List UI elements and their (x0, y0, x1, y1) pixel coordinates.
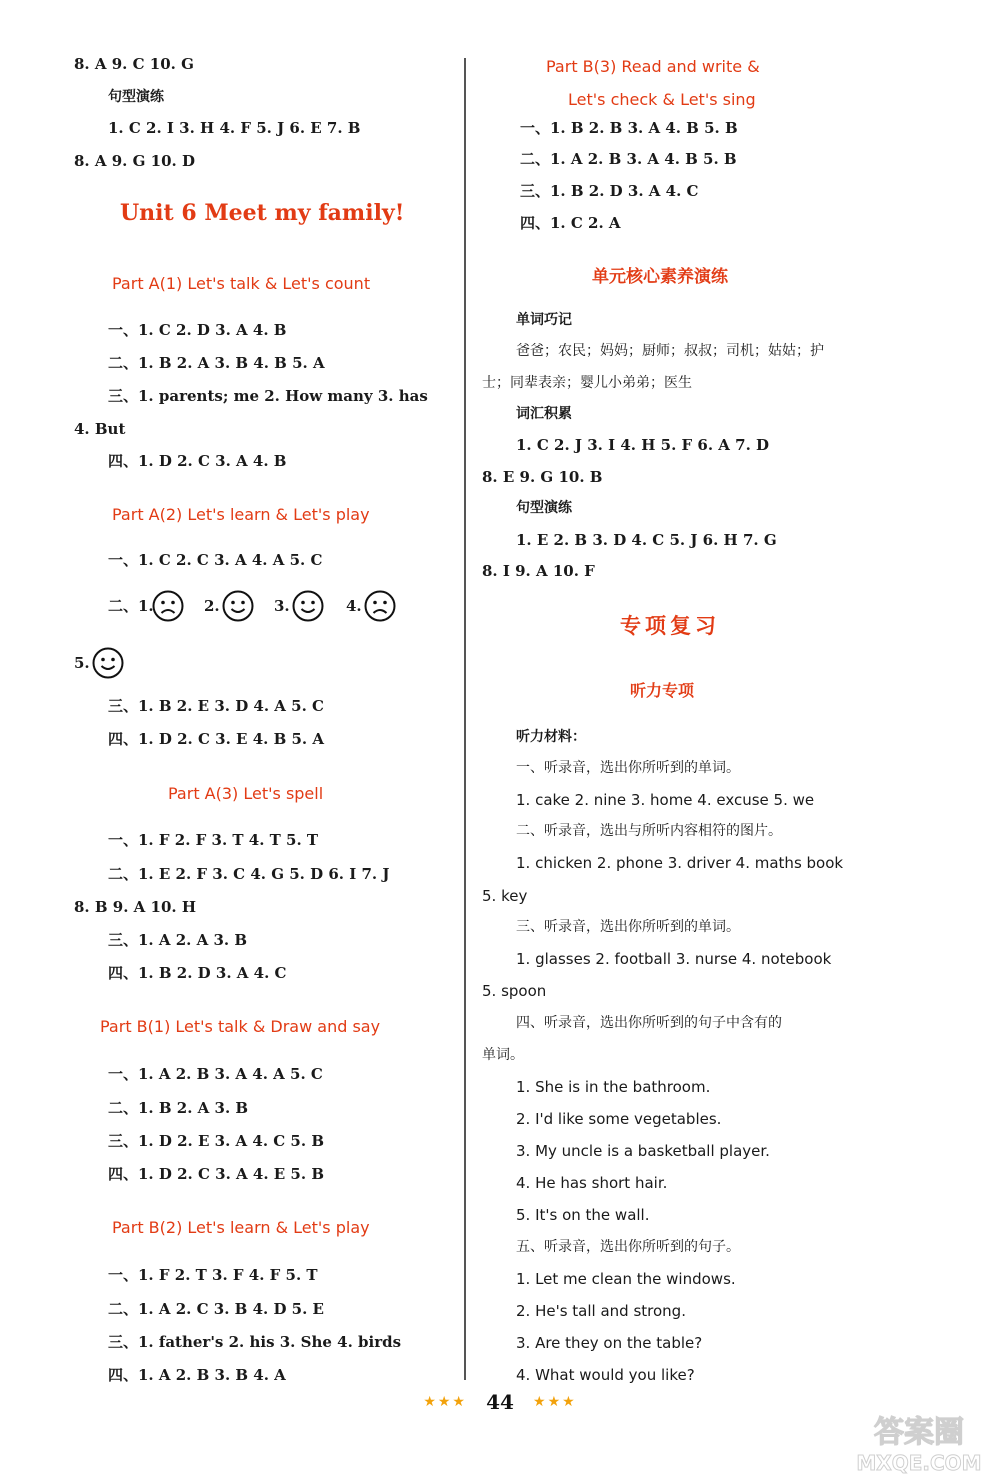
sentence-line: 3. Are they on the table? (516, 1334, 703, 1352)
page-number: 44 (486, 1390, 514, 1414)
answer-line: 四、1. C 2. A (520, 214, 621, 232)
sad-face-icon (364, 590, 396, 622)
part-title: Part B(1) Let's talk & Draw and say (100, 1017, 381, 1036)
section-heading: 单词巧记 (516, 312, 572, 328)
watermark-logo (844, 1406, 994, 1478)
answer-line: 三、1. A 2. A 3. B (108, 931, 248, 949)
question-line: 三、听录音，选出你所听到的单词。 (516, 919, 740, 935)
section-heading: 句型演练 (516, 500, 572, 516)
part-title: Part A(1) Let's talk & Let's count (112, 274, 371, 293)
vocab-line: 爸爸；农民；妈妈；厨师；叔叔；司机；姑姑；护 (516, 343, 824, 359)
answer-line: 1. E 2. B 3. D 4. C 5. J 6. H 7. G (516, 531, 777, 549)
answer-line: 8. B 9. A 10. H (74, 898, 197, 916)
question-line: 单词。 (482, 1047, 524, 1063)
answer-line: 一、1. A 2. B 3. A 4. A 5. C (108, 1065, 323, 1083)
answer-line: 一、1. C 2. C 3. A 4. A 5. C (108, 551, 323, 569)
answer-line: 8. A 9. C 10. G (74, 55, 194, 73)
answer-line: 四、1. D 2. C 3. A 4. B (108, 452, 287, 470)
column-divider (464, 58, 466, 1380)
answer-line: 四、1. A 2. B 3. B 4. A (108, 1366, 286, 1384)
answer-line: 8. I 9. A 10. F (482, 562, 595, 580)
answer-line: 三、1. parents; me 2. How many 3. has (108, 387, 428, 405)
answer-prefix: 二、1. (108, 597, 154, 615)
answer-line: 三、1. B 2. E 3. D 4. A 5. C (108, 697, 324, 715)
answer-line: 1. chicken 2. phone 3. driver 4. maths book (516, 854, 844, 872)
part-title: Part B(2) Let's learn & Let's play (112, 1218, 370, 1237)
watermark-url: MXQE.COM (856, 1451, 982, 1475)
answer-line: 四、1. D 2. C 3. A 4. E 5. B (108, 1165, 324, 1183)
answer-line: 一、1. F 2. F 3. T 4. T 5. T (108, 831, 319, 849)
answer-line: 三、1. D 2. E 3. A 4. C 5. B (108, 1132, 324, 1150)
watermark-text: 答案圈 (874, 1415, 964, 1450)
vocab-line: 士；同辈表亲；婴儿小弟弟；医生 (482, 375, 692, 391)
section-heading: 句型演练 (108, 89, 164, 105)
answer-number: 4. (346, 597, 362, 615)
answer-line: 4. But (74, 420, 126, 438)
answer-line: 1. glasses 2. football 3. nurse 4. notebook (516, 950, 832, 968)
answer-number: 3. (274, 597, 290, 615)
question-line: 四、听录音，选出你所听到的句子中含有的 (516, 1015, 782, 1031)
section-title: 专项复习 (620, 614, 720, 638)
answer-line: 8. A 9. G 10. D (74, 152, 195, 170)
question-line: 一、听录音，选出你所听到的单词。 (516, 760, 740, 776)
answer-line: 二、1. A 2. C 3. B 4. D 5. E (108, 1300, 324, 1318)
smile-face-icon (292, 590, 324, 622)
star-decoration-icon: ★★★ (533, 1394, 577, 1410)
part-title: Part A(2) Let's learn & Let's play (112, 505, 370, 524)
smile-face-icon (92, 647, 124, 679)
sentence-line: 5. It's on the wall. (516, 1206, 650, 1224)
section-heading: 听力材料： (516, 729, 586, 745)
answer-number: 5. (74, 654, 90, 672)
question-line: 五、听录音，选出你所听到的句子。 (516, 1239, 740, 1255)
answer-line: 5. spoon (482, 982, 547, 1000)
answer-number: 2. (204, 597, 220, 615)
sentence-line: 2. He's tall and strong. (516, 1302, 686, 1320)
answer-line: 8. E 9. G 10. B (482, 468, 603, 486)
answer-line: 二、1. A 2. B 3. A 4. B 5. B (520, 150, 737, 168)
sub-title: 听力专项 (630, 681, 695, 700)
answer-line: 1. C 2. I 3. H 4. F 5. J 6. E 7. B (108, 119, 361, 137)
answer-line: 1. cake 2. nine 3. home 4. excuse 5. we (516, 791, 815, 809)
unit-title: Unit 6 Meet my family! (120, 200, 405, 226)
answer-line: 一、1. C 2. D 3. A 4. B (108, 321, 287, 339)
answer-line: 二、1. B 2. A 3. B 4. B 5. A (108, 354, 325, 372)
answer-line: 三、1. B 2. D 3. A 4. C (520, 182, 699, 200)
answer-line: 一、1. B 2. B 3. A 4. B 5. B (520, 119, 738, 137)
answer-line: 1. C 2. J 3. I 4. H 5. F 6. A 7. D (516, 436, 770, 454)
sentence-line: 3. My uncle is a basketball player. (516, 1142, 770, 1160)
question-line: 二、听录音，选出与所听内容相符的图片。 (516, 823, 782, 839)
section-heading: 词汇积累 (516, 406, 572, 422)
answer-line: 二、1. B 2. A 3. B (108, 1099, 249, 1117)
answer-line: 一、1. F 2. T 3. F 4. F 5. T (108, 1266, 318, 1284)
sad-face-icon (152, 590, 184, 622)
sentence-line: 4. What would you like? (516, 1366, 695, 1384)
sentence-line: 2. I'd like some vegetables. (516, 1110, 722, 1128)
star-decoration-icon: ★★★ (423, 1394, 467, 1410)
section-title: 单元核心素养演练 (592, 267, 728, 287)
smile-face-icon (222, 590, 254, 622)
part-title: Part A(3) Let's spell (168, 784, 324, 803)
sentence-line: 4. He has short hair. (516, 1174, 668, 1192)
part-title: Part B(3) Read and write & (546, 57, 760, 76)
answer-line: 三、1. father's 2. his 3. She 4. birds (108, 1333, 402, 1351)
answer-line: 5. key (482, 887, 528, 905)
answer-line: 四、1. B 2. D 3. A 4. C (108, 964, 287, 982)
sentence-line: 1. She is in the bathroom. (516, 1078, 711, 1096)
sentence-line: 1. Let me clean the windows. (516, 1270, 736, 1288)
answer-line: 二、1. E 2. F 3. C 4. G 5. D 6. I 7. J (108, 865, 390, 883)
answer-line: 四、1. D 2. C 3. E 4. B 5. A (108, 730, 324, 748)
part-title: Let's check & Let's sing (568, 90, 756, 109)
